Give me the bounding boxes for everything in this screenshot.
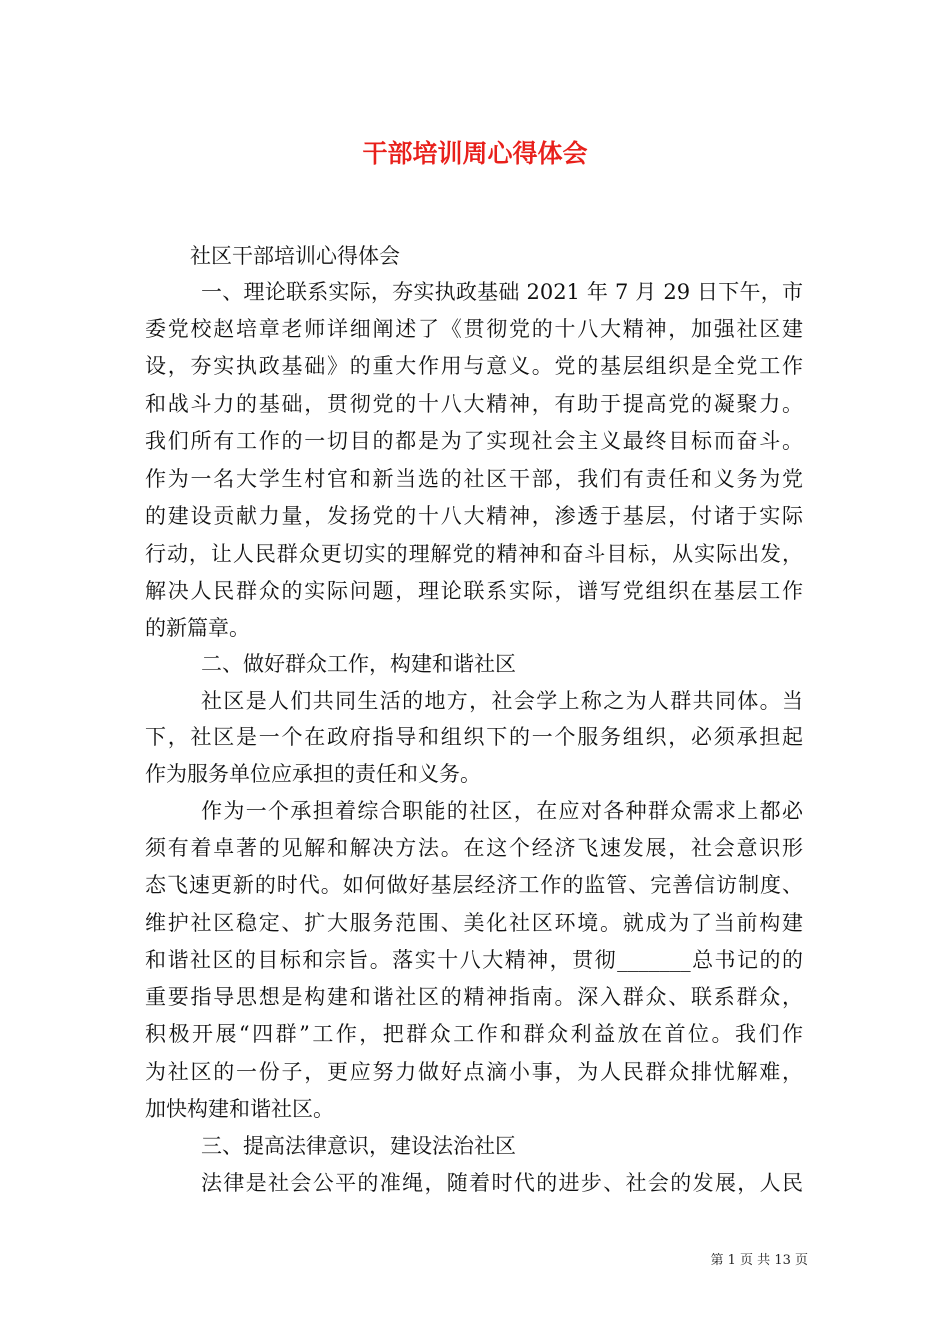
text-line: 维护社区稳定、扩大服务范围、美化社区环境。就成为了当前构建 [145,911,803,935]
text-line: 作为一名大学生村官和新当选的社区干部，我们有责任和义务为党 [145,467,803,491]
text-line: 作为服务单位应承担的责任和义务。 [145,762,481,786]
text-line: 法律是社会公平的准绳，随着时代的进步、社会的发展，人民 [201,1171,803,1195]
text-line: 行动，让人民群众更切实的理解党的精神和奋斗目标，从实际出发， [145,542,803,566]
text-line: 重要指导思想是构建和谐社区的精神指南。深入群众、联系群众， [145,985,803,1009]
text-line: 的建设贡献力量，发扬党的十八大精神，渗透于基层，付诸于实际 [145,504,803,528]
text-line: 三、提高法律意识，建设法治社区 [201,1134,516,1158]
text-line: 的新篇章。 [145,616,250,640]
text-line: 一、理论联系实际，夯实执政基础 2021 年 7 月 29 日下午，市 [201,280,803,304]
text-line: 二、做好群众工作，构建和谐社区 [201,652,516,676]
text-line: 设，夯实执政基础》的重大作用与意义。党的基层组织是全党工作 [145,354,803,378]
text-line: 态飞速更新的时代。如何做好基层经济工作的监管、完善信访制度、 [145,873,803,897]
document-title: 干部培训周心得体会 [362,139,588,168]
text-line: 我们所有工作的一切目的都是为了实现社会主义最终目标而奋斗。 [145,429,803,453]
page-footer: 第 1 页 共 13 页 [710,1253,808,1268]
text-line: 须有着卓著的见解和解决方法。在这个经济飞速发展，社会意识形 [145,836,803,860]
text-line: 作为一个承担着综合职能的社区，在应对各种群众需求上都必 [201,799,803,823]
text-line: 委党校赵培章老师详细阐述了《贯彻党的十八大精神，加强社区建 [145,317,803,341]
text-line: 社区是人们共同生活的地方，社会学上称之为人群共同体。当 [201,689,803,713]
text-line: 下，社区是一个在政府指导和组织下的一个服务组织，必须承担起 [145,725,803,749]
text-line: 解决人民群众的实际问题，理论联系实际，谱写党组织在基层工作 [145,579,803,603]
text-line: 社区干部培训心得体会 [190,244,400,268]
text-line: 为社区的一份子，更应努力做好点滴小事，为人民群众排忧解难， [145,1060,803,1084]
text-line: 加快构建和谐社区。 [145,1097,334,1121]
text-line: 积极开展“四群”工作，把群众工作和群众利益放在首位。我们作 [145,1022,803,1046]
text-line: 和战斗力的基础，贯彻党的十八大精神，有助于提高党的凝聚力。 [145,392,803,416]
text-line: 和谐社区的目标和宗旨。落实十八大精神，贯彻_______总书记的的 [145,948,803,972]
